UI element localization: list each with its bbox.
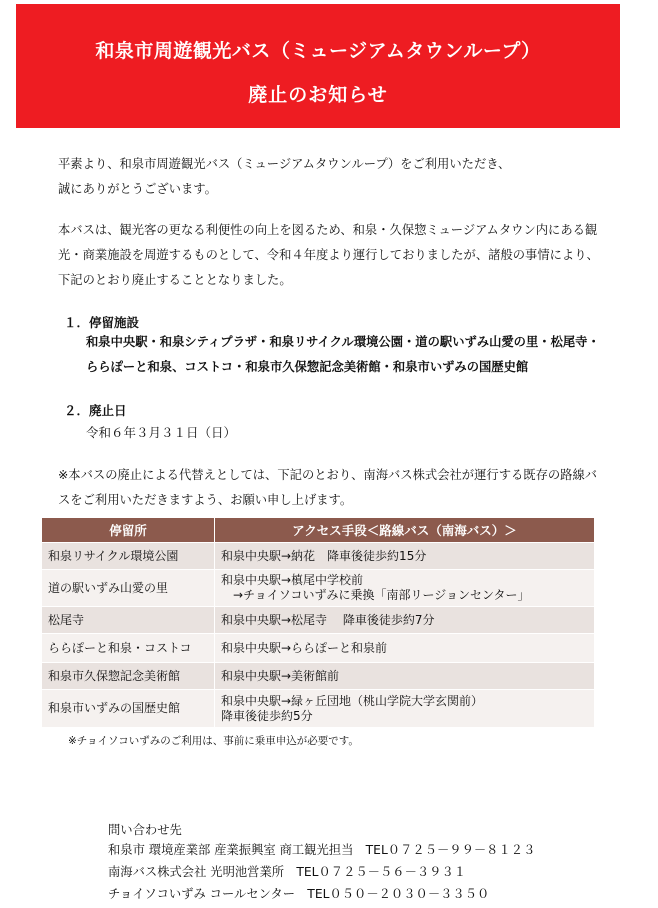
stop-cell: 和泉リサイクル環境公園 (42, 543, 215, 570)
contact-heading: 問い合わせ先 (108, 823, 182, 837)
contact-line: 南海バス株式会社 光明池営業所 TEL０７２５－５６－３９３１ (108, 865, 467, 879)
title-line-1: 和泉市周遊観光バス（ミュージアムタウンループ） (95, 40, 541, 62)
table-row (42, 663, 595, 690)
date-heading: ２．廃止日 (64, 403, 127, 418)
stop-cell: 道の駅いずみ山愛の里 (42, 570, 215, 607)
access-cell (215, 570, 595, 607)
access-line: →チョイソコいずみに乗換「南部リージョンセンター」 (221, 588, 530, 602)
stops-line: 和泉中央駅・和泉シティプラザ・和泉リサイクル環境公園・道の駅いずみ山愛の里・松尾寺・ (86, 335, 600, 349)
access-cell (215, 543, 595, 570)
table-row (42, 570, 595, 607)
intro-line: 誠にありがとうございます。 (58, 182, 217, 196)
access-line: 和泉中央駅→槙尾中学校前 (221, 573, 364, 587)
contact-line: 和泉市 環境産業部 産業振興室 商工観光担当 TEL０７２５－９９－８１２３ (108, 843, 536, 857)
alternative-line: ※本バスの廃止による代替えとしては、下記のとおり、南海バス株式会社が運行する既存の路線バ (58, 468, 598, 482)
body-line: 光・商業施設を周遊するものとして、令和４年度より運行しておりましたが、諸般の事情により、 (58, 248, 599, 262)
column-header-stop: 停留所 (42, 518, 215, 543)
alternative-paragraph (58, 463, 654, 513)
intro-paragraph (58, 152, 654, 202)
body-line: 本バスは、観光客の更なる利便性の向上を図るため、和泉・久保惣ミュージアムタウン内にある観 (58, 223, 598, 237)
stops-list (86, 330, 600, 380)
stop-cell: 和泉市久保惣記念美術館 (42, 663, 215, 690)
stop-cell: 和泉市いずみの国歴史館 (42, 690, 215, 728)
contact-line: チョイソコいずみ コールセンター TEL０５０－２０３０－３３５０ (108, 887, 490, 901)
access-cell (215, 607, 595, 634)
access-line: 降車後徒歩約5分 (221, 708, 313, 723)
access-line: 和泉中央駅→納花 降車後徒歩約15分 (221, 548, 427, 563)
access-cell (215, 690, 595, 728)
route-table (41, 517, 595, 728)
date-value: 令和６年３月３１日（日） (86, 425, 237, 440)
stop-cell: ららぽーと和泉・コストコ (42, 634, 215, 663)
stop-cell: 松尾寺 (42, 607, 215, 634)
table-row (42, 543, 595, 570)
title-banner (16, 4, 620, 128)
title-line-2: 廃止のお知らせ (248, 84, 388, 106)
table-row (42, 690, 595, 728)
column-header-access: アクセス手段＜路線バス（南海バス）＞ (215, 518, 595, 543)
access-line: 和泉中央駅→松尾寺 降車後徒歩約7分 (221, 612, 435, 627)
alternative-line: スをご利用いただきますよう、お願い申し上げます。 (58, 493, 353, 507)
body-paragraph (58, 218, 654, 293)
access-line: 和泉中央駅→美術館前 (221, 668, 340, 683)
table-note: ※チョイソコいずみのご利用は、事前に乗車申込が必要です。 (68, 735, 359, 747)
access-line: 和泉中央駅→緑ヶ丘団地（桃山学院大学玄関前） (221, 693, 484, 708)
stops-line: ららぽーと和泉、コストコ・和泉市久保惣記念美術館・和泉市いずみの国歴史館 (86, 360, 529, 374)
table-row (42, 607, 595, 634)
access-cell (215, 634, 595, 663)
table-row (42, 634, 595, 663)
intro-line: 平素より、和泉市周遊観光バス（ミュージアムタウンループ）をご利用いただき、 (58, 157, 511, 171)
access-cell (215, 663, 595, 690)
access-line: 和泉中央駅→ららぽーと和泉前 (221, 640, 388, 655)
table-header-row (42, 518, 595, 543)
stops-heading: １．停留施設 (64, 315, 140, 330)
body-line: 下記のとおり廃止することとなりました。 (58, 273, 292, 287)
